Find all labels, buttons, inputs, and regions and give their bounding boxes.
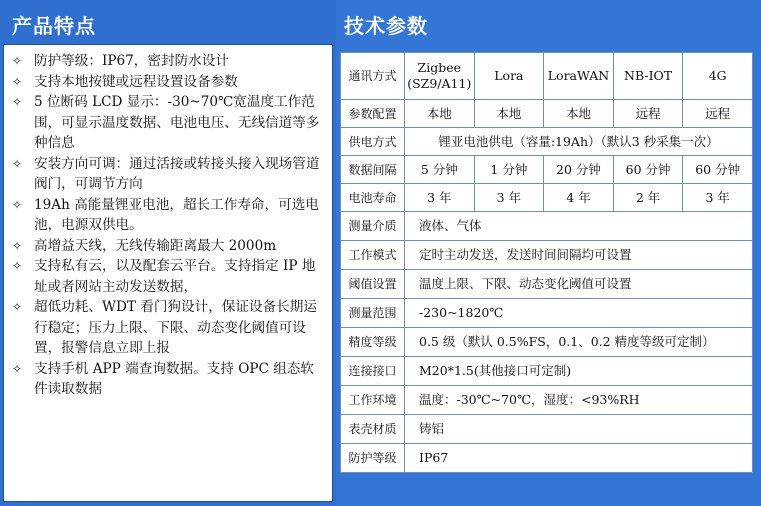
table-row <box>341 53 753 100</box>
feature-item <box>10 297 326 359</box>
spec-label: 连接接口 <box>341 357 405 386</box>
interval-value: 60 分钟 <box>683 156 753 184</box>
battery-value: 2 年 <box>613 184 683 212</box>
spec-value: 液体、气体 <box>405 212 753 241</box>
feature-text: 19Ah 高能量锂亚电池，超长工作寿命，可选电池，电源双供电。 <box>34 196 319 233</box>
spec-value: 0.5 级（默认 0.5%FS，0.1、0.2 精度等级可定制） <box>405 328 753 357</box>
table-row <box>341 212 753 241</box>
spec-label: 测量范围 <box>341 299 405 328</box>
battery-value: 3 年 <box>405 184 475 212</box>
spec-value: 温度：-30℃~70℃，湿度：<93%RH <box>405 386 753 415</box>
battery-value: 4 年 <box>544 184 614 212</box>
features-box <box>3 44 333 502</box>
features-panel <box>0 0 336 506</box>
table-row <box>341 299 753 328</box>
feature-text: 支持手机 APP 端查询数据。支持 OPC 组态软件读取数据 <box>34 360 314 397</box>
feature-item <box>10 236 326 257</box>
spec-value: 温度上限、下限、动态变化阈值可设置 <box>405 270 753 299</box>
table-row <box>341 415 753 444</box>
battery-value: 3 年 <box>683 184 753 212</box>
feature-list <box>4 45 332 400</box>
interval-label: 数据间隔 <box>341 156 405 184</box>
feature-text: 高增益天线，无线传输距离最大 2000m <box>34 237 277 254</box>
config-value: 远程 <box>683 100 753 128</box>
comm-option: 4G <box>683 53 753 100</box>
spec-value: 定时主动发送，发送时间间隔均可设置 <box>405 241 753 270</box>
bullet-icon: ✧ <box>12 361 23 376</box>
spec-label: 阈值设置 <box>341 270 405 299</box>
table-row <box>341 100 753 128</box>
table-row <box>341 156 753 184</box>
bullet-icon: ✧ <box>12 259 23 273</box>
battery-label: 电池寿命 <box>341 184 405 212</box>
spec-value: -230~1820℃ <box>405 299 753 328</box>
power-label: 供电方式 <box>341 128 405 156</box>
table-row <box>341 328 753 357</box>
config-value: 本地 <box>405 100 475 128</box>
bullet-icon: ✧ <box>12 54 23 68</box>
features-title: 产品特点 <box>12 14 96 38</box>
config-label: 参数配置 <box>341 100 405 128</box>
bullet-icon: ✧ <box>12 300 23 314</box>
interval-value: 1 分钟 <box>474 156 544 184</box>
feature-text: 超低功耗、WDT 看门狗设计，保证设备长期运行稳定；压力上限、下限、动态变化阈值可设置，报警信息立即上报 <box>34 299 317 356</box>
interval-value: 5 分钟 <box>405 156 475 184</box>
bullet-icon: ✧ <box>12 74 23 89</box>
spec-label: 防护等级 <box>341 444 405 473</box>
comm-option: Zigbee (SZ9/A11) <box>405 53 475 100</box>
table-row <box>341 184 753 212</box>
feature-item <box>10 195 326 236</box>
spec-label: 表壳材质 <box>341 415 405 444</box>
spec-value: M20*1.5(其他接口可定制) <box>405 357 753 386</box>
feature-text: 支持本地按键或远程设置设备参数 <box>34 73 238 90</box>
spec-label: 测量介质 <box>341 212 405 241</box>
feature-item <box>10 92 326 154</box>
comm-option: NB-IOT <box>613 53 683 100</box>
power-value: 锂亚电池供电（容量:19Ah）（默认3 秒采集一次） <box>405 128 753 156</box>
table-row <box>341 386 753 415</box>
feature-text: 支持私有云，以及配套云平台。支持指定 IP 地址或者网站主动发送数据， <box>34 258 316 295</box>
table-row <box>341 128 753 156</box>
feature-text: 安装方向可调：通过活接或转接头接入现场管道阀门，可调节方向 <box>34 155 320 192</box>
bullet-icon: ✧ <box>12 95 23 109</box>
comm-option: Lora <box>474 53 544 100</box>
spec-label: 工作环境 <box>341 386 405 415</box>
table-row <box>341 241 753 270</box>
interval-value: 20 分钟 <box>544 156 614 184</box>
spec-value: IP67 <box>405 444 753 473</box>
comm-label: 通讯方式 <box>341 53 405 100</box>
bullet-icon: ✧ <box>12 156 23 171</box>
feature-item <box>10 256 326 297</box>
feature-item <box>10 154 326 195</box>
feature-text: 5 位断码 LCD 显示：-30~70℃宽温度工作范围，可显示温度数据、电池电压、无线信道等多种信息 <box>34 94 320 151</box>
feature-item <box>10 51 326 72</box>
feature-item <box>10 359 326 400</box>
table-row <box>341 444 753 473</box>
spec-label: 精度等级 <box>341 328 405 357</box>
specs-panel <box>336 0 761 506</box>
spec-table <box>340 52 753 473</box>
feature-item <box>10 72 326 93</box>
table-row <box>341 357 753 386</box>
battery-value: 3 年 <box>474 184 544 212</box>
bullet-icon: ✧ <box>12 238 23 253</box>
config-value: 远程 <box>613 100 683 128</box>
config-value: 本地 <box>474 100 544 128</box>
specs-title: 技术参数 <box>344 14 428 38</box>
spec-label: 工作模式 <box>341 241 405 270</box>
bullet-icon: ✧ <box>12 197 23 212</box>
spec-value: 铸铝 <box>405 415 753 444</box>
table-row <box>341 270 753 299</box>
interval-value: 60 分钟 <box>613 156 683 184</box>
comm-option: LoraWAN <box>544 53 614 100</box>
feature-text: 防护等级：IP67，密封防水设计 <box>34 53 229 69</box>
config-value: 本地 <box>544 100 614 128</box>
